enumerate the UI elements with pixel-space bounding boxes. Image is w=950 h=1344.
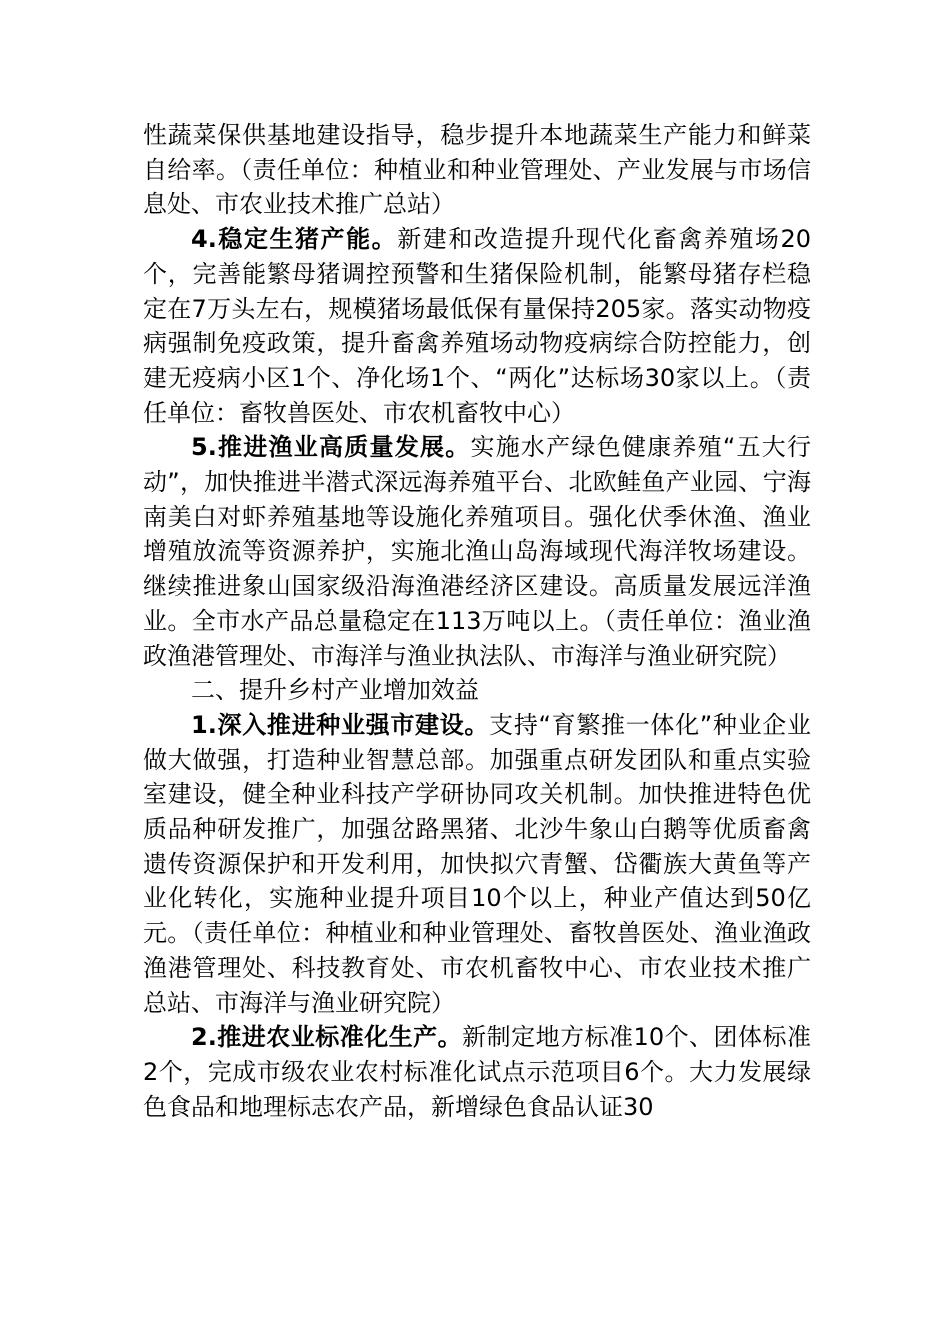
paragraph-pig-production (143, 222, 811, 430)
section-heading-rural-industry (143, 673, 811, 708)
paragraph-heading: 2.推进农业标准化生产。 (191, 1023, 463, 1052)
paragraph-text: 新建和改造提升现代化畜禽养殖场20个，完善能繁母猪调控预警和生猪保险机制，能繁母猪存栏稳定在7万头左右，规模猪场最低保有量保持205家。落实动物疫病强制免疫政策，提升畜禽养殖场动物疫病综合防控能力，创建无疫病小区1个、净化场1个、“两化”达标场30家以上。（责任单位：畜牧兽医处、市农机畜牧中心） (143, 225, 811, 427)
paragraph-fishery-development (143, 430, 811, 673)
paragraph-text: 实施水产绿色健康养殖“五大行动”，加快推进半潜式深远海养殖平台、北欧鲑鱼产业园、宁海南美白对虾养殖基地等设施化养殖项目。强化伏季休渔、渔业增殖放流等资源养护，实施北渔山岛海域现代海洋牧场建设。继续推进象山国家级沿海渔港经济区建设。高质量发展远洋渔业。全市水产品总量稳定在113万吨以上。（责任单位：渔业渔政渔港管理处、市海洋与渔业执法队、市海洋与渔业研究院） (143, 433, 811, 670)
paragraph-heading: 1.深入推进种业强市建设。 (191, 710, 490, 739)
document-body (143, 118, 811, 1124)
paragraph-seed-industry (143, 708, 811, 1020)
paragraph-text: 支持“育繁推一体化”种业企业做大做强，打造种业智慧总部。加强重点研发团队和重点实验室建设，健全种业科技产学研协同攻关机制。加快推进特色优质品种研发推广，加强岔路黑猪、北沙牛象山白鹅等优质畜禽遗传资源保护和开发利用，加快拟穴青蟹、岱衢族大黄鱼等产业化转化，实施种业提升项目10个以上，种业产值达到50亿元。（责任单位：种植业和种业管理处、畜牧兽医处、渔业渔政渔港管理处、科技教育处、市农机畜牧中心、市农业技术推广总站、市海洋与渔业研究院） (143, 710, 811, 1017)
paragraph-standardized-production (143, 1020, 811, 1124)
paragraph-text: 性蔬菜保供基地建设指导，稳步提升本地蔬菜生产能力和鲜菜自给率。（责任单位：种植业和种业管理处、产业发展与市场信息处、市农业技术推广总站） (143, 121, 811, 219)
paragraph-text: 新制定地方标准10个、团体标准2个，完成市级农业农村标准化试点示范项目6个。大力发展绿色食品和地理标志农产品，新增绿色食品认证30 (143, 1023, 811, 1121)
section-heading-text: 二、提升乡村产业增加效益 (191, 676, 479, 705)
paragraph-vegetable-supply (143, 118, 811, 222)
paragraph-heading: 5.推进渔业高质量发展。 (191, 433, 471, 462)
paragraph-heading: 4.稳定生猪产能。 (191, 225, 398, 254)
